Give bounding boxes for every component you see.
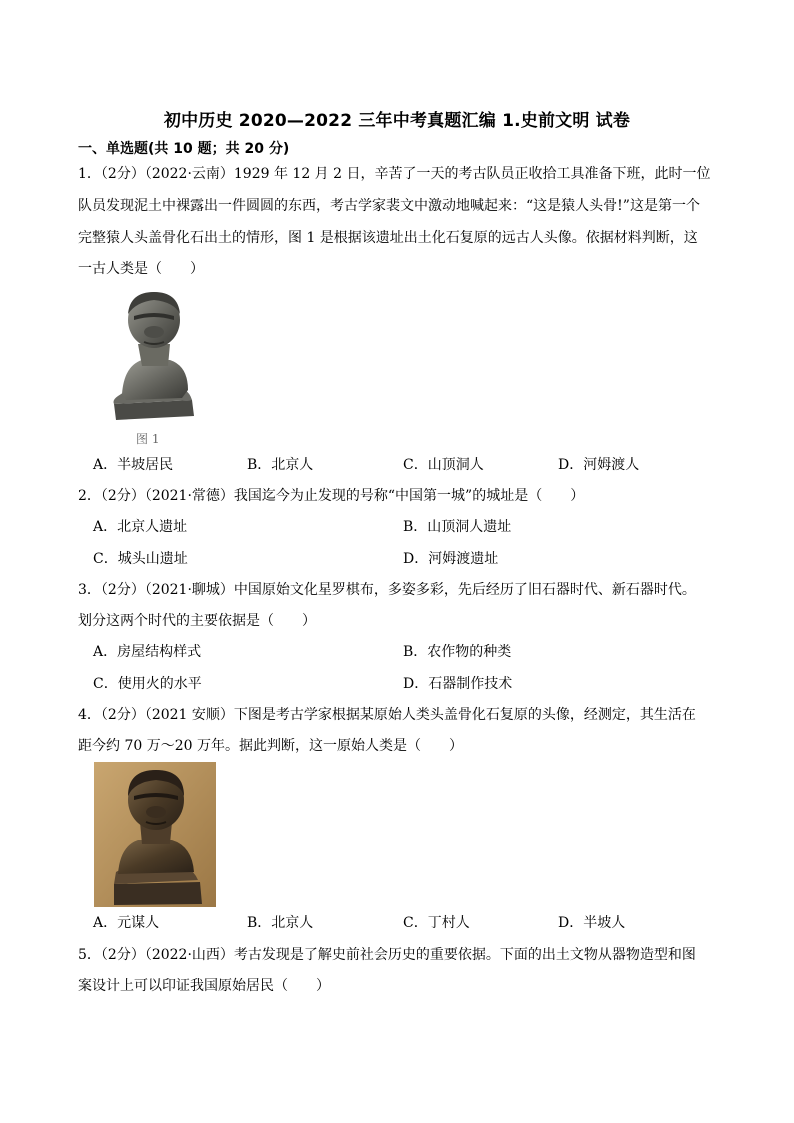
q1-option-a[interactable]: A．半坡居民 bbox=[93, 457, 174, 473]
page-title: 初中历史 2020—2022 三年中考真题汇编 1.史前文明 试卷 bbox=[163, 111, 631, 131]
figure-bust-photo-image bbox=[94, 762, 216, 907]
q2-option-a[interactable]: A．北京人遗址 bbox=[93, 519, 188, 535]
q4-option-d[interactable]: D．半坡人 bbox=[558, 915, 626, 931]
q2-option-d[interactable]: D．河姆渡遗址 bbox=[403, 551, 499, 567]
q4-option-c[interactable]: C．丁村人 bbox=[403, 915, 470, 931]
q2-line-1: 2．（2分）（2021·常德）我国迄今为止发现的号称“中国第一城”的城址是（ ） bbox=[78, 488, 585, 504]
q2-option-b[interactable]: B．山顶洞人遗址 bbox=[403, 519, 512, 535]
q1-option-c[interactable]: C．山顶洞人 bbox=[403, 457, 484, 473]
q1-line-3: 完整猿人头盖骨化石出土的情形，图 1 是根据该遗址出土化石复原的远古人头像。依据材料判断，这 bbox=[78, 230, 698, 246]
q3-option-c[interactable]: C．使用火的水平 bbox=[93, 676, 202, 692]
q1-option-b[interactable]: B．北京人 bbox=[247, 457, 314, 473]
q5-line-2: 案设计上可以印证我国原始居民（ ） bbox=[78, 978, 330, 994]
q1-line-1: 1．（2分）（2022·云南）1929 年 12 月 2 日，辛苦了一天的考古队员正收拾工具准备下班，此时一位 bbox=[78, 166, 711, 182]
q5-line-1: 5．（2分）（2022·山西）考古发现是了解史前社会历史的重要依据。下面的出土文物从器物造型和图 bbox=[78, 947, 696, 963]
section-heading: 一、单选题(共 10 题；共 20 分) bbox=[78, 141, 290, 157]
q1-option-d[interactable]: D．河姆渡人 bbox=[558, 457, 640, 473]
q4-line-2: 距今约 70 万～20 万年。据此判断，这一原始人类是（ ） bbox=[78, 738, 463, 754]
q3-option-d[interactable]: D．石器制作技术 bbox=[403, 676, 513, 692]
q3-line-2: 划分这两个时代的主要依据是（ ） bbox=[78, 613, 316, 629]
q3-option-b[interactable]: B．农作物的种类 bbox=[403, 644, 512, 660]
q1-line-2: 队员发现泥土中裸露出一件圆圆的东西，考古学家裴文中激动地喊起来：“这是猿人头骨!”这是第一个 bbox=[78, 198, 700, 214]
figure-1-skull-bust-image bbox=[108, 286, 200, 424]
q1-line-4: 一古人类是（ ） bbox=[78, 261, 204, 277]
q4-line-1: 4．（2分）（2021 安顺）下图是考古学家根据某原始人类头盖骨化石复原的头像，经测定，其生活在 bbox=[78, 707, 696, 723]
q4-option-a[interactable]: A．元谋人 bbox=[93, 915, 160, 931]
q4-option-b[interactable]: B．北京人 bbox=[247, 915, 314, 931]
figure-1-caption: 图 1 bbox=[136, 432, 160, 446]
q3-line-1: 3．（2分）（2021·聊城）中国原始文化星罗棋布，多姿多彩，先后经历了旧石器时代、新石器时代。 bbox=[78, 582, 696, 598]
q3-option-a[interactable]: A．房屋结构样式 bbox=[93, 644, 202, 660]
q2-option-c[interactable]: C．城头山遗址 bbox=[93, 551, 188, 567]
